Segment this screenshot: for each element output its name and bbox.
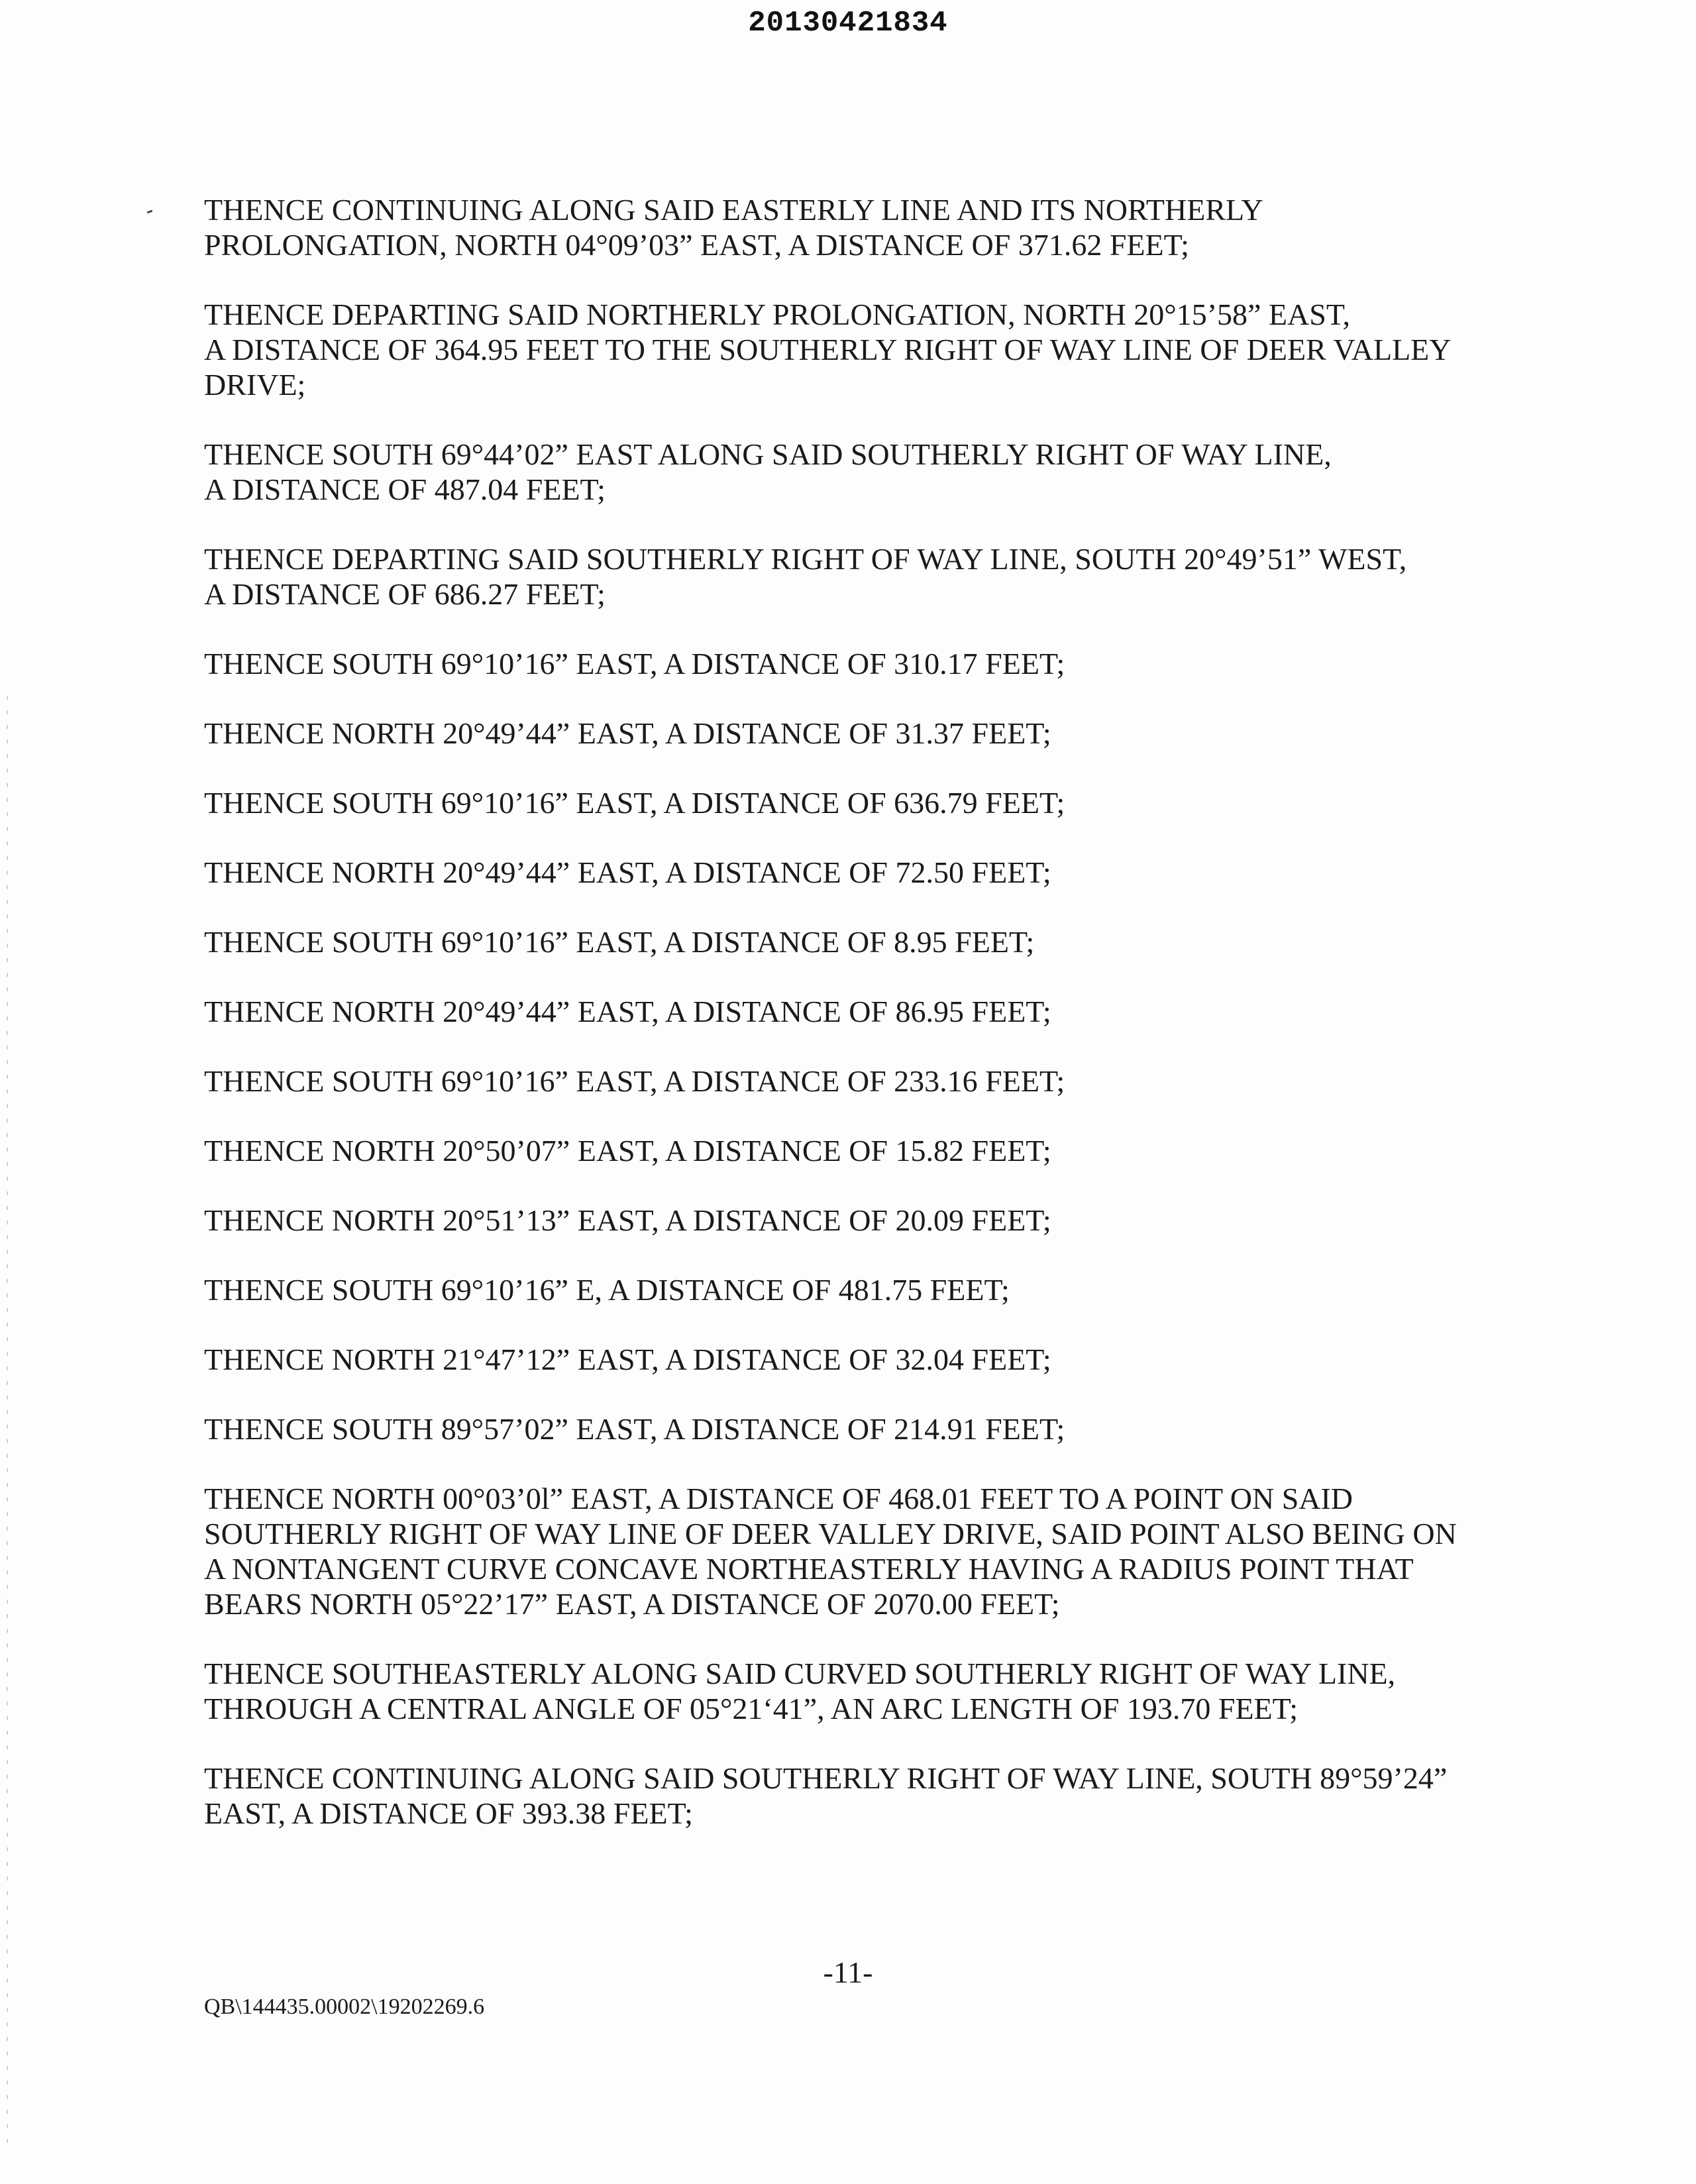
document-id: QB\144435.00002\19202269.6 [204,1994,485,2019]
legal-paragraph: THENCE NORTH 20°50’07” EAST, A DISTANCE OF 15.82 FEET; [204,1134,1051,1168]
legal-paragraph: THENCE SOUTH 69°10’16” E, A DISTANCE OF 481.75 FEET; [204,1273,1010,1307]
legal-description-body [204,192,1503,1865]
scan-mark-artifact [147,210,153,214]
legal-paragraph: THENCE NORTH 21°47’12” EAST, A DISTANCE OF 32.04 FEET; [204,1342,1051,1376]
legal-paragraph: THENCE NORTH 00°03’0l” EAST, A DISTANCE OF 468.01 FEET TO A POINT ON SAID SOUTHERLY RIGHT OF WAY LINE OF DEER VALLEY DRIVE, SAID POINT ALSO BEING ON A NONTANGENT CURVE CONCAVE NORTHEASTERLY HAVING A RADIUS POINT THAT BEARS NORTH 05°22’17” EAST, A DISTANCE OF 2070.00 FEET; [204,1482,1457,1621]
recording-number: 20130421834 [748,7,948,40]
legal-paragraph: THENCE SOUTH 69°10’16” EAST, A DISTANCE OF 233.16 FEET; [204,1064,1065,1098]
legal-paragraph: THENCE NORTH 20°51’13” EAST, A DISTANCE OF 20.09 FEET; [204,1203,1051,1237]
legal-paragraph: THENCE NORTH 20°49’44” EAST, A DISTANCE OF 72.50 FEET; [204,855,1051,889]
legal-paragraph: THENCE SOUTH 89°57’02” EAST, A DISTANCE OF 214.91 FEET; [204,1412,1065,1446]
legal-paragraph: THENCE SOUTH 69°10’16” EAST, A DISTANCE OF 636.79 FEET; [204,786,1065,820]
legal-paragraph: THENCE SOUTH 69°44’02” EAST ALONG SAID SOUTHERLY RIGHT OF WAY LINE, A DISTANCE OF 487.04 FEET; [204,437,1332,506]
legal-paragraph: THENCE CONTINUING ALONG SAID EASTERLY LINE AND ITS NORTHERLY PROLONGATION, NORTH 04°09’03” EAST, A DISTANCE OF 371.62 FEET; [204,193,1263,262]
legal-paragraph: THENCE CONTINUING ALONG SAID SOUTHERLY RIGHT OF WAY LINE, SOUTH 89°59’24” EAST, A DISTANCE OF 393.38 FEET; [204,1761,1448,1830]
page-number: -11- [823,1955,873,1989]
legal-paragraph: THENCE NORTH 20°49’44” EAST, A DISTANCE OF 31.37 FEET; [204,716,1051,750]
legal-paragraph: THENCE SOUTHEASTERLY ALONG SAID CURVED SOUTHERLY RIGHT OF WAY LINE, THROUGH A CENTRAL ANGLE OF 05°21‘41”, AN ARC LENGTH OF 193.70 FEET; [204,1657,1396,1725]
scan-edge-artifact [7,696,8,2154]
legal-paragraph: THENCE NORTH 20°49’44” EAST, A DISTANCE OF 86.95 FEET; [204,995,1051,1028]
legal-paragraph: THENCE DEPARTING SAID NORTHERLY PROLONGATION, NORTH 20°15’58” EAST, A DISTANCE OF 364.95 FEET TO THE SOUTHERLY RIGHT OF WAY LINE OF DEER VALLEY DRIVE; [204,298,1452,402]
legal-paragraph: THENCE SOUTH 69°10’16” EAST, A DISTANCE OF 8.95 FEET; [204,925,1035,959]
legal-paragraph: THENCE DEPARTING SAID SOUTHERLY RIGHT OF WAY LINE, SOUTH 20°49’51” WEST, A DISTANCE OF 686.27 FEET; [204,542,1407,611]
legal-paragraph: THENCE SOUTH 69°10’16” EAST, A DISTANCE OF 310.17 FEET; [204,647,1065,681]
